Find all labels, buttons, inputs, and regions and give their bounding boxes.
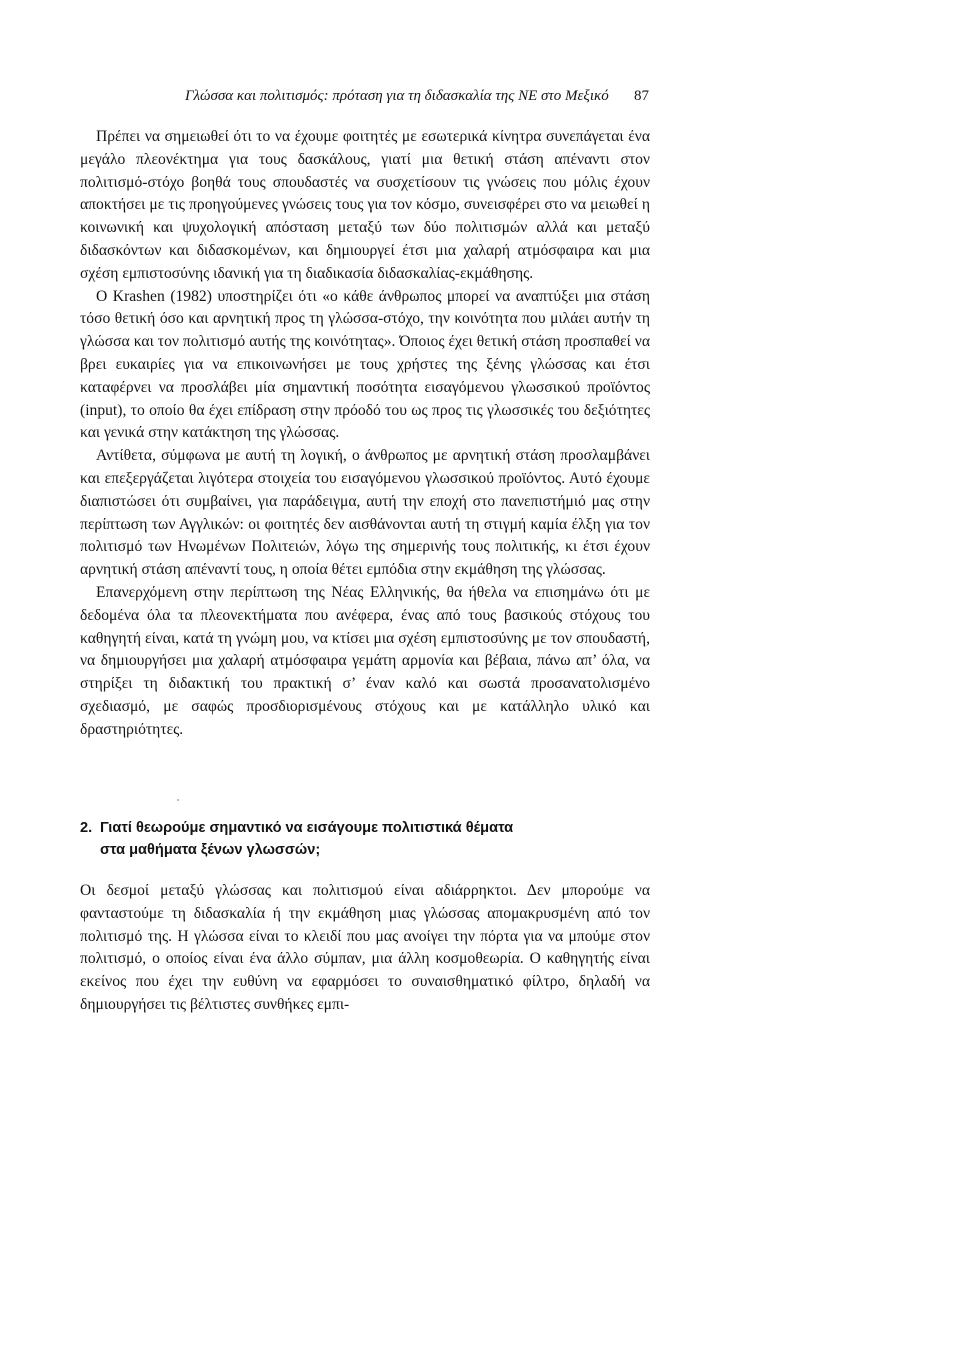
section-title-line2: στα μαθήματα ξένων γλωσσών;	[100, 842, 321, 858]
section-heading	[80, 817, 650, 861]
paragraph: Ο Krashen (1982) υποστηρίζει ότι «ο κάθε άνθρωπος μπορεί να αναπτύξει μια στάση τόσο θετική όσο και αρνητική προς τη γλώσσα-στόχο, την κοινότητα που μιλάει αυτήν τη γλώσσα και τον πολιτισμό αυτής της κοινότητας». Όποιος έχει θετική στάση προσπαθεί να βρει ευκαιρίες για να επικοινωνήσει με τους χρήστες της ξένης γλώσσας και έτσι καταφέρνει να προσλάβει μία σημαντική ποσότητα εισαγόμενου γλωσσικού προϊόντος (input), το οποίο θα έχει επίδραση στην πρόοδό του ως προς τις γλωσσικές του δεξιότητες και γενικά στην κατάκτηση της γλώσσας.	[80, 287, 650, 442]
paragraph: Οι δεσμοί μεταξύ γλώσσας και πολιτισμού είναι αδιάρρηκτοι. Δεν μπορούμε να φανταστούμε τη διδασκαλία ή την εκμάθηση μιας γλώσσας απομακρυσμένη από τον πολιτισμό της. Η γλώσσα είναι το κλειδί που μας ανοίγει την πόρτα για να μπούμε στον πολιτισμό, ο οποίος είναι ένα άλλο σύμπαν, μια άλλη κοσμοθεωρία. Ο καθηγητής είναι εκείνος που έχει την ευθύνη να εφαρμόσει το συναισθηματικό φίλτρο, δηλαδή να δημιουργήσει τις βέλτιστες συνθήκες εμπι-	[80, 882, 650, 1013]
page-number: 87	[634, 88, 649, 104]
main-text-block	[80, 126, 650, 742]
section-text-block	[80, 880, 650, 1017]
paragraph: Αντίθετα, σύμφωνα με αυτή τη λογική, ο άνθρωπος με αρνητική στάση προσλαμβάνει και επεξεργάζεται λιγότερα στοιχεία του εισαγόμενου γλωσσικού προϊόντος. Αυτό έχουμε διαπιστώσει ότι συμβαίνει, για παράδειγμα, αυτή την εποχή στο πανεπιστήμιό μας στην περίπτωση των Αγγλικών: οι φοιτητές δεν αισθάνονται αυτή τη στιγμή καμία έλξη για τον πολιτισμό των Ηνωμένων Πολιτειών, λόγω της σημερινής τους πολιτικής, κι έτσι έχουν αρνητική στάση απέναντί τους, η οποία θέτει εμπόδια στην εκμάθηση της γλώσσας.	[80, 447, 650, 579]
paragraph: Επανερχόμενη στην περίπτωση της Νέας Ελληνικής, θα ήθελα να επισημάνω ότι με δεδομένα όλα τα πλεονεκτήματα που ανέφερα, ένας από τους βασικούς στόχους του καθηγητή είναι, κατά τη γνώμη μου, να κτίσει μια σχέση εμπιστοσύνης με τον σπουδαστή, να δημιουργήσει μια χαλαρή ατμόσφαιρα γεμάτη αρμονία και βέβαια, πάνω απ’ όλα, να στηρίξει τη διδακτική του πρακτική σ’ έναν καλό και σωστά προσανατολισμένο σχεδιασμό, με σαφώς προσδιορισμένους στόχους και με κατάλληλο υλικό και δραστηριότητες.	[80, 583, 650, 738]
scan-speck	[177, 799, 179, 801]
paragraph: Πρέπει να σημειωθεί ότι το να έχουμε φοιτητές με εσωτερικά κίνητρα συνεπάγεται ένα μεγάλο πλεονέκτημα για τους δασκάλους, γιατί μια θετική στάση απέναντι στον πολιτισμό-στόχο βοηθά τους σπουδαστές να συσχετίσουν τις γνώσεις που μόλις έχουν αποκτήσει με τις προηγούμενες γνώσεις τους για τον κόσμο, συνεισφέρει στο να μειωθεί η κοινωνική και ψυχολογική απόσταση μεταξύ των δύο πολιτισμών αλλά και μεταξύ διδασκόντων και διδασκομένων, και δημιουργεί έτσι μια χαλαρή ατμόσφαιρα και μια σχέση εμπιστοσύνης ιδανική για τη διαδικασία διδασκαλίας-εκμάθησης.	[80, 128, 650, 282]
running-header	[185, 84, 649, 108]
running-title: Γλώσσα και πολιτισμός: πρόταση για τη διδασκαλία της ΝΕ στο Μεξικό	[185, 88, 609, 104]
section-title-line1: Γιατί θεωρούμε σημαντικό να εισάγουμε πολιτιστικά θέματα	[100, 820, 514, 836]
section-number: 2.	[80, 820, 93, 836]
